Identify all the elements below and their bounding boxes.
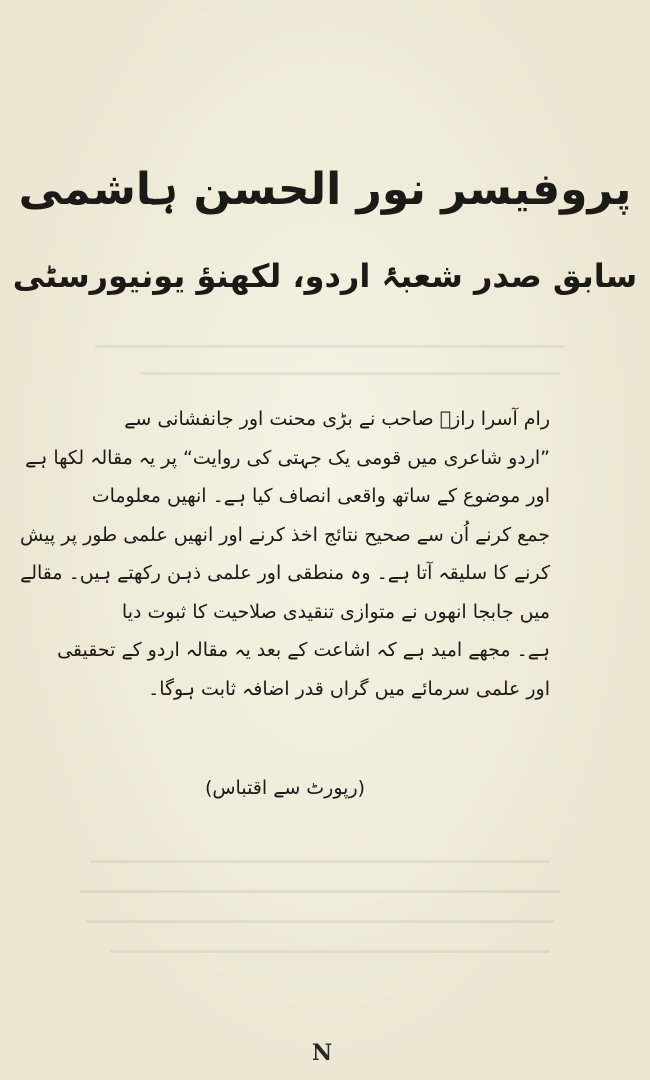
report-excerpt bbox=[19, 400, 550, 708]
bleed-through-mark bbox=[140, 372, 560, 375]
page-subtitle: سابق صدر شعبۂ اردو، لکھنؤ یونیورسٹی bbox=[12, 257, 638, 295]
bleed-through-mark bbox=[80, 890, 560, 893]
text-line: میں جابجا انھوں نے متوازی تنقیدی صلاحیت کا ثبوت دیا bbox=[121, 600, 550, 623]
bleed-through-mark bbox=[95, 345, 565, 348]
bleed-through-mark bbox=[90, 860, 550, 863]
text-line: جمع کرنے اُن سے صحیح نتائج اخذ کرنے اور انھیں علمی طور پر پیش bbox=[19, 523, 550, 546]
bleed-through-mark bbox=[85, 920, 555, 923]
text-line: ہے۔ مجھے امید ہے کہ اشاعت کے بعد یہ مقالہ اردو کے تحقیقی bbox=[57, 639, 550, 661]
text-line: رام آسرا رازؔ صاحب نے بڑی محنت اور جانفشانی سے bbox=[124, 408, 550, 430]
excerpt-attribution: (رپورٹ سے اقتباس) bbox=[204, 777, 366, 799]
page-title: پروفیسر نور الحسن ہاشمی bbox=[18, 164, 632, 215]
page-number: N bbox=[312, 1040, 333, 1066]
bleed-through-mark bbox=[110, 950, 550, 953]
text-line: اور موضوع کے ساتھ واقعی انصاف کیا ہے۔ انھیں معلومات bbox=[91, 485, 550, 507]
text-line: اور علمی سرمائے میں گراں قدر اضافہ ثابت ہوگا۔ bbox=[148, 677, 550, 700]
text-line: کرنے کا سلیقہ آتا ہے۔ وہ منطقی اور علمی ذہن رکھتے ہیں۔ مقالے bbox=[20, 562, 550, 584]
text-line: ”اردو شاعری میں قومی یک جہتی کی روایت“ پر یہ مقالہ لکھا ہے bbox=[25, 446, 550, 469]
